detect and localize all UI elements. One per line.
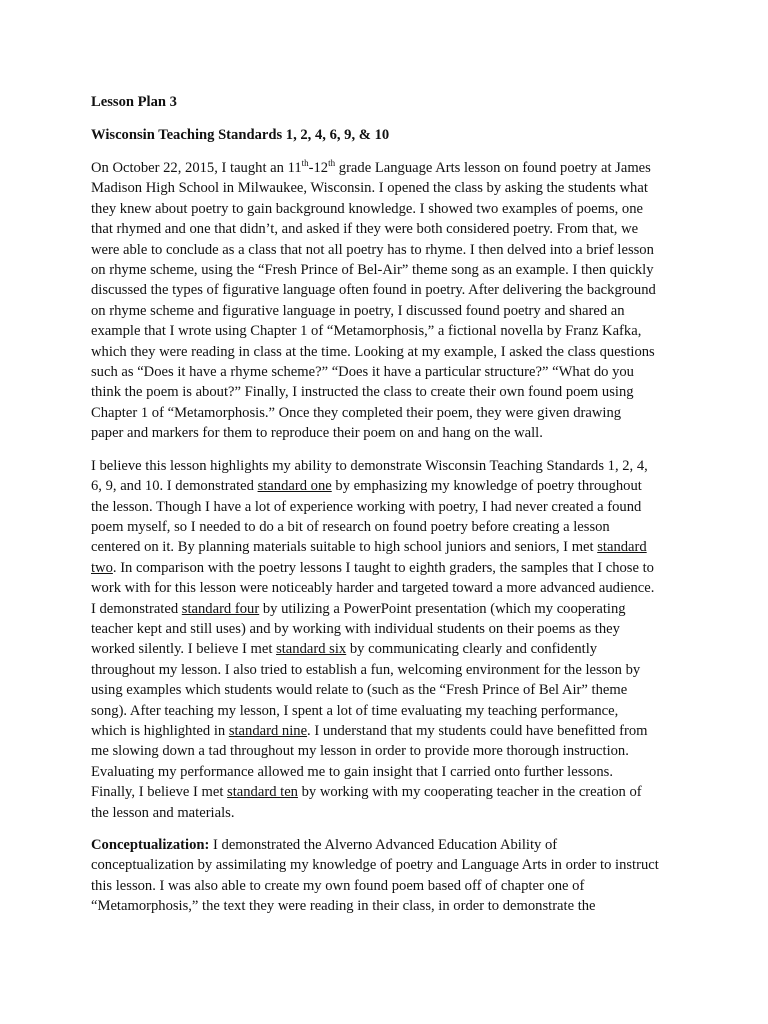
- paragraph-line: the lesson. Though I have a lot of experience working with poetry, I had never created a found: [91, 498, 642, 515]
- paragraph-line: were able to conclude as a class that not all poetry has to rhyme. I then delved into a brief lesson: [91, 241, 654, 258]
- paragraph-line: poem myself, so I needed to do a bit of research on found poetry before creating a lesson: [91, 518, 610, 535]
- paragraph-line: that rhymed and one that didn’t, and asked if they were both considered poetry. From that, we: [91, 221, 639, 238]
- standard-nine-underline: standard nine: [228, 722, 308, 739]
- paragraph-line: 6, 9, and 10. I demonstrated standard one by emphasizing my knowledge of poetry throughout: [91, 478, 642, 495]
- paragraph-line: teacher kept and still uses) and by working with individual students on their poems as they: [91, 620, 620, 637]
- paragraph-line: discussed the types of figurative language often found in poetry. After delivering the background: [91, 282, 656, 299]
- paragraph-line: such as “Does it have a rhyme scheme?” “Does it have a particular structure?” “What do you: [91, 364, 634, 381]
- paragraph-line: work with for this lesson were noticeably harder and targeted toward a more advanced audience.: [91, 580, 655, 597]
- paragraph-line: this lesson. I was also able to create my own found poem based off of chapter one of: [91, 877, 585, 894]
- paragraph-line: paper and markers for them to reproduce their poem on and hang on the wall.: [91, 425, 543, 442]
- paragraph-line: example that I wrote using Chapter 1 of “Metamorphosis,” a fictional novella by Franz Kafka,: [91, 323, 642, 340]
- standard-six-underline: standard six: [276, 641, 347, 658]
- conceptualization-paragraph: [91, 835, 682, 917]
- paragraph-line: throughout my lesson. I also tried to establish a fun, welcoming environment for the lesson by: [91, 661, 641, 678]
- standard-ten-underline: standard ten: [227, 784, 298, 801]
- conceptualization-label: Conceptualization:: [91, 837, 210, 853]
- standard-two-underline: standard: [597, 539, 647, 556]
- paragraph-line: which is highlighted in standard nine. I understand that my students could have benefitted from: [91, 722, 648, 739]
- paragraph-line: Finally, I believe I met standard ten by working with my cooperating teacher in the creation of: [91, 784, 642, 801]
- paragraph-line: song). After teaching my lesson, I spent a lot of time evaluating my teaching performance,: [91, 702, 619, 719]
- standard-four-underline: standard four: [181, 600, 260, 617]
- paragraph-line: they knew about poetry to gain background knowledge. I showed two examples of poems, one: [91, 200, 643, 217]
- paragraph-line: Conceptualization: I demonstrated the Alverno Advanced Education Ability of: [91, 837, 558, 853]
- paragraph-line: Chapter 1 of “Metamorphosis.” Once they completed their poem, they were given drawing: [91, 404, 622, 421]
- paragraph-line: centered on it. By planning materials suitable to high school juniors and seniors, I met standard: [91, 539, 647, 556]
- standard-two-underline-cont: two: [91, 559, 113, 576]
- paragraph-line: I demonstrated standard four by utilizing a PowerPoint presentation (which my cooperating: [91, 600, 626, 617]
- lesson-plan-title: Lesson Plan 3: [91, 94, 177, 110]
- paragraph-line: Madison High School in Milwaukee, Wisconsin. I opened the class by asking the students what: [91, 180, 648, 197]
- paragraph-line: conceptualization by assimilating my knowledge of poetry and Language Arts in order to instruct: [91, 857, 659, 874]
- paragraph-line: worked silently. I believe I met standard six by communicating clearly and confidently: [91, 641, 598, 658]
- lesson-summary-paragraph: [91, 158, 682, 444]
- paragraph-line: two. In comparison with the poetry lessons I taught to eighth graders, the samples that I chose to: [91, 559, 654, 576]
- standard-one-underline: standard one: [257, 478, 332, 495]
- standards-heading: Wisconsin Teaching Standards 1, 2, 4, 6, 9, & 10: [91, 127, 390, 143]
- paragraph-line: on rhyme scheme and figurative language in poetry, I discussed found poetry and shared an: [91, 302, 625, 319]
- paragraph-line: using examples which students would relate to (such as the “Fresh Prince of Bel Air” theme: [91, 682, 628, 699]
- paragraph-line: Evaluating my performance allowed me to gain insight that I carried onto further lessons.: [91, 763, 613, 780]
- paragraph-line: “Metamorphosis,” the text they were reading in their class, in order to demonstrate the: [91, 898, 596, 915]
- paragraph-line: the lesson and materials.: [91, 804, 235, 821]
- paragraph-line: think the poem is about?” Finally, I instructed the class to create their own found poem using: [91, 384, 634, 401]
- standards-reflection-paragraph: [91, 456, 682, 823]
- paragraph-line: me slowing down a tad throughout my lesson in order to provide more thorough instruction.: [91, 743, 629, 760]
- paragraph-line: on rhyme scheme, using the “Fresh Prince of Bel-Air” theme song as an example. I then quickly: [91, 262, 654, 279]
- paragraph-line: On October 22, 2015, I taught an 11th-12th grade Language Arts lesson on found poetry at James: [91, 158, 651, 176]
- paragraph-line: I believe this lesson highlights my ability to demonstrate Wisconsin Teaching Standards 1, 2, 4,: [91, 457, 648, 474]
- paragraph-line: which they were reading in class at the time. Looking at my example, I asked the class questions: [91, 343, 655, 360]
